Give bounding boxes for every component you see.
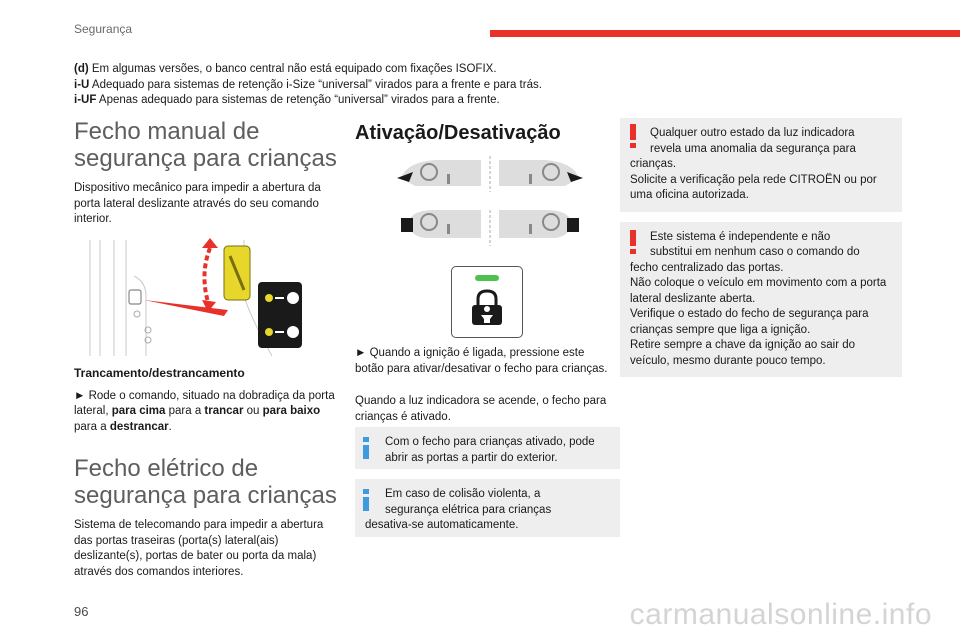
column-activation xyxy=(355,118,620,531)
footnotes xyxy=(74,62,634,109)
door-hinge-diagram-icon xyxy=(74,236,304,360)
info-box-collision: Em caso de colisão violenta, a segurança elétrica para crianças desativa-se automaticamente. xyxy=(355,479,620,537)
warning-icon xyxy=(630,230,636,254)
watermark: carmanualsonline.info xyxy=(629,598,932,631)
footnote-iuf: i-UF Apenas adequado para sistemas de retenção “universal” virados para a frente. xyxy=(74,94,500,106)
child-lock-button[interactable] xyxy=(451,266,523,338)
subheading-lock-unlock: Trancamento/destrancamento xyxy=(74,365,245,380)
child-lock-icon xyxy=(470,289,504,327)
door-hinge-illustration xyxy=(74,236,304,360)
heading-activation: Ativação/Desativação xyxy=(355,122,561,144)
header-accent-bar xyxy=(490,30,960,37)
footnote-iu: i-U Adequado para sistemas de retenção i-Size “universal” virados para a frente e para trás. xyxy=(74,78,542,91)
indicator-explanation: Quando a luz indicadora se acende, o fecho para crianças é ativado. xyxy=(355,395,607,423)
manual-lock-instruction: ► Rode o comando, situado na dobradiça da porta lateral, para cima para a trancar ou para baixo para a destrancar. xyxy=(74,389,335,433)
electric-lock-intro: Sistema de telecomando para impedir a abertura das portas traseiras (porta(s) lateral(ais) deslizante(s), portas de bater ou porta da mala) através dos comandos interiores. xyxy=(74,519,324,578)
footnote-d: (d) Em algumas versões, o banco central não está equipado com fixações ISOFIX. xyxy=(74,63,497,75)
warning-box-anomaly: Qualquer outro estado da luz indicadora revela uma anomalia da segurança para crianças. Solicite a verificação pela rede CITROËN ou por uma oficina autorizada. xyxy=(620,118,902,212)
warning-box-independent: Este sistema é independente e não substitui em nenhum caso o comando do fecho centralizado das portas. Não coloque o veículo em movimento com a porta lateral deslizante aberta. Verifique o estado do fecho de segurança para crianças sempre que liga a ignição. Retire sempre a chave da ignição ao sair do veículo, mesmo durante pouco tempo. xyxy=(620,222,902,378)
column-manual-lock xyxy=(74,118,340,580)
page-number: 96 xyxy=(74,604,89,619)
info-icon xyxy=(363,437,369,459)
car-doors-diagram-icon xyxy=(395,156,585,256)
manual-lock-intro: Dispositivo mecânico para impedir a abertura da porta lateral deslizante através do seu comando interior. xyxy=(74,182,321,225)
column-warnings xyxy=(620,118,902,377)
heading-manual-lock: Fecho manual de segurança para crianças xyxy=(74,118,337,172)
activation-instruction: ► Quando a ignição é ligada, pressione este botão para ativar/desativar o fecho para crianças. xyxy=(355,347,608,375)
door-diagrams xyxy=(395,156,585,261)
indicator-light xyxy=(475,275,499,281)
section-title: Segurança xyxy=(74,22,133,36)
info-box-exterior-open: Com o fecho para crianças ativado, pode abrir as portas a partir do exterior. xyxy=(355,427,620,469)
info-icon xyxy=(363,489,369,511)
heading-electric-lock: Fecho elétrico de segurança para crianças xyxy=(74,455,337,509)
warning-icon xyxy=(630,124,636,148)
